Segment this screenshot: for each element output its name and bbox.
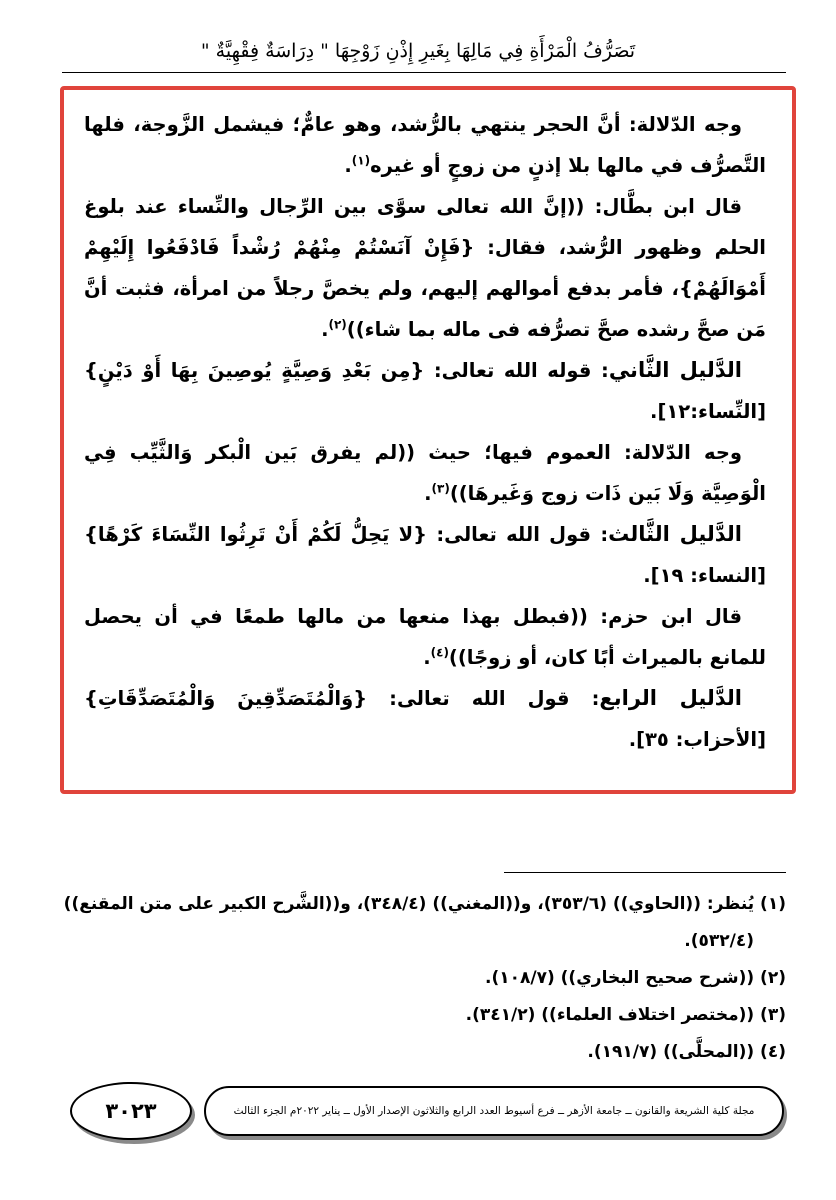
highlighted-text-box [60,86,796,794]
running-title: تَصَرُّفُ الْمَرْأَةِ فِي مَالِهَا بِغَيرِ إِذْنِ زَوْجِهَا " دِرَاسَةٌ فِقْهِيَّةٌ " [200,40,636,62]
footnote-1: (١) يُنظر: ((الحاوي)) (٣٥٣/٦)، و((المغني)) (٣٤٨/٤)، و((الشَّرح الكبير على متن المقنع)) [63,894,786,914]
page-number: ٣٠٢٣ [105,1099,157,1123]
footnote-ref-3[interactable]: (٣) [431,481,450,496]
header-divider [62,72,786,73]
paragraph-ibn-battal: قال ابن بطَّال: ((إنَّ الله تعالى سوَّى بين الرِّجال والنِّساء عند بلوغ الحلم وظهور الرُّشد، فقال: {فَإِنْ آنَسْتُمْ مِنْهُمْ رُشْداً فَادْفَعُوا إِلَيْهِمْ أَمْوَالَهُمْ}، فأمر بدفع أموالهم إليهم، ولم يخصَّ رجلاً من امرأة، فثبت أنَّ مَن صحَّ رشده صحَّ تصرُّفه فى ماله بما شاء))$^{(٢)}$. [84,195,766,341]
paragraph-dalala-1: وجه الدّلالة: أنَّ الحجر ينتهي بالرُّشد، وهو عامٌّ؛ فيشمل الزَّوجة، فلها التَّصرُّف في مالها بلا إذنٍ من زوجٍ أو غيره$^{(١)}$. [84,113,766,177]
footnote-ref-1[interactable]: (١) [351,153,371,168]
dalil-4-label: الدَّليل الرابع [599,686,742,710]
footnote-3: (٣) ((مختصر اختلاف العلماء)) (٣٤١/٢). [465,1005,786,1025]
dalil-2-label: الدَّليل الثَّاني [608,358,742,382]
paragraph-ibn-hazm: قال ابن حزم: ((فبطل بهذا منعها من مالها طمعًا في أن يحصل للمانع بالميراث أبًا كان، أو زوجًا))$^{(٤)}$. [84,605,766,669]
running-header [0,40,836,62]
dalil-3-label: الدَّليل الثَّالث [608,522,742,546]
footnote-1-continued: (٥٣٢/٤). [684,931,754,951]
journal-info: مجلة كلية الشريعة والقانون ــ جامعة الأزهر ــ فرع أسيوط العدد الرابع والثلاثون الإصدار الأول ــ يناير ٢٠٢٢م الجزء الثالث [233,1105,755,1117]
paragraph-dalala-2: وجه الدّلالة: العموم فيها؛ حيث ((لم يفرق بَين الْبكر وَالثَّيِّب فِي الْوَصِيَّة وَلَا بَين ذَات زوج وَغَيرهَا))$^{(٣)}$. [84,441,766,505]
footnote-4: (٤) ((المحلَّى)) (١٩١/٧). [587,1042,786,1062]
footnote-ref-4[interactable]: (٤) [430,645,449,660]
journal-footer [204,1086,784,1136]
paragraph-dalil-4: الدَّليل الرابع: قول الله تعالى: {وَالْمُتَصَدِّقِينَ وَالْمُتَصَدِّقَاتِ} [الأحزاب: ٣٥]. [84,686,766,751]
footnote-ref-2[interactable]: (٢) [328,317,347,332]
paragraph-dalil-2: الدَّليل الثَّاني: قوله الله تعالى: {مِن بَعْدِ وَصِيَّةٍ يُوصِينَ بِهَا أَوْ دَيْنٍ} [النِّساء:١٢]. [84,358,766,423]
page-number-badge [70,1082,192,1140]
paragraph-dalil-3: الدَّليل الثَّالث: قول الله تعالى: {لا يَحِلُّ لَكُمْ أَنْ تَرِثُوا النِّسَاءَ كَرْهًا} [النساء: ١٩]. [84,522,766,587]
footnote-2: (٢) ((شرح صحيح البخاري)) (١٠٨/٧). [485,968,786,988]
footnote-divider [504,872,786,873]
footnotes-section [60,886,786,1071]
